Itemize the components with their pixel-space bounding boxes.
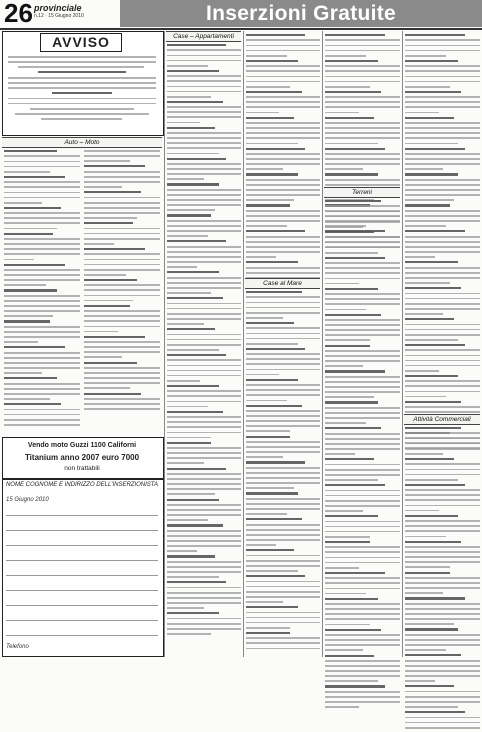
issue-line: n.12 · 15 Giugno 2010: [34, 13, 84, 19]
page-number: 26: [4, 0, 33, 28]
form-date: 15 Giugno 2010: [6, 497, 49, 503]
submission-form[interactable]: [2, 479, 164, 657]
listings-column: [84, 150, 160, 413]
form-header: NOME COGNOME E INDIRIZZO DELL'INSERZIONISTA: [5, 482, 159, 488]
form-line[interactable]: [6, 515, 158, 516]
form-line[interactable]: [6, 575, 158, 576]
section-heading-case-al-mare: Case al Mare: [245, 278, 320, 289]
motorcycle-ad-line: Vendo moto Guzzi 1100 Californi: [27, 442, 137, 449]
section-heading-attivita-commerciali: Attività Commerciali: [404, 414, 480, 425]
form-line[interactable]: [6, 545, 158, 546]
form-line[interactable]: [6, 635, 158, 636]
notice-title: AVVISO: [40, 33, 122, 52]
column-divider: [402, 31, 403, 657]
listings-column: [325, 200, 400, 711]
form-line[interactable]: [6, 530, 158, 531]
section-heading-case-appartamenti: Case – Appartamenti: [166, 31, 241, 42]
listings-column: [405, 427, 480, 732]
listings-column: [246, 34, 320, 287]
motorcycle-ad-line: non trattabili: [64, 465, 100, 472]
column-divider: [164, 31, 165, 657]
section-heading-auto-moto: Auto – Moto: [2, 137, 162, 148]
publication-logo: provinciale: [34, 3, 82, 13]
section-heading-terreni: Terreni: [324, 187, 400, 198]
form-line[interactable]: [6, 620, 158, 621]
header-rule: [0, 28, 482, 30]
section-title: Inserzioni Gratuite: [120, 0, 482, 27]
form-line[interactable]: [6, 605, 158, 606]
notice-text: [8, 56, 156, 123]
listings-column: [167, 44, 241, 638]
listings-column: [246, 291, 320, 653]
form-line[interactable]: [6, 560, 158, 561]
form-phone-label: Telefono: [6, 644, 29, 650]
listings-column: [405, 34, 480, 452]
listings-column: [4, 150, 80, 429]
column-divider: [243, 31, 244, 657]
motorcycle-ad-line: Titanium anno 2007 euro 7000: [24, 453, 140, 462]
form-line[interactable]: [6, 590, 158, 591]
column-divider: [322, 31, 323, 657]
